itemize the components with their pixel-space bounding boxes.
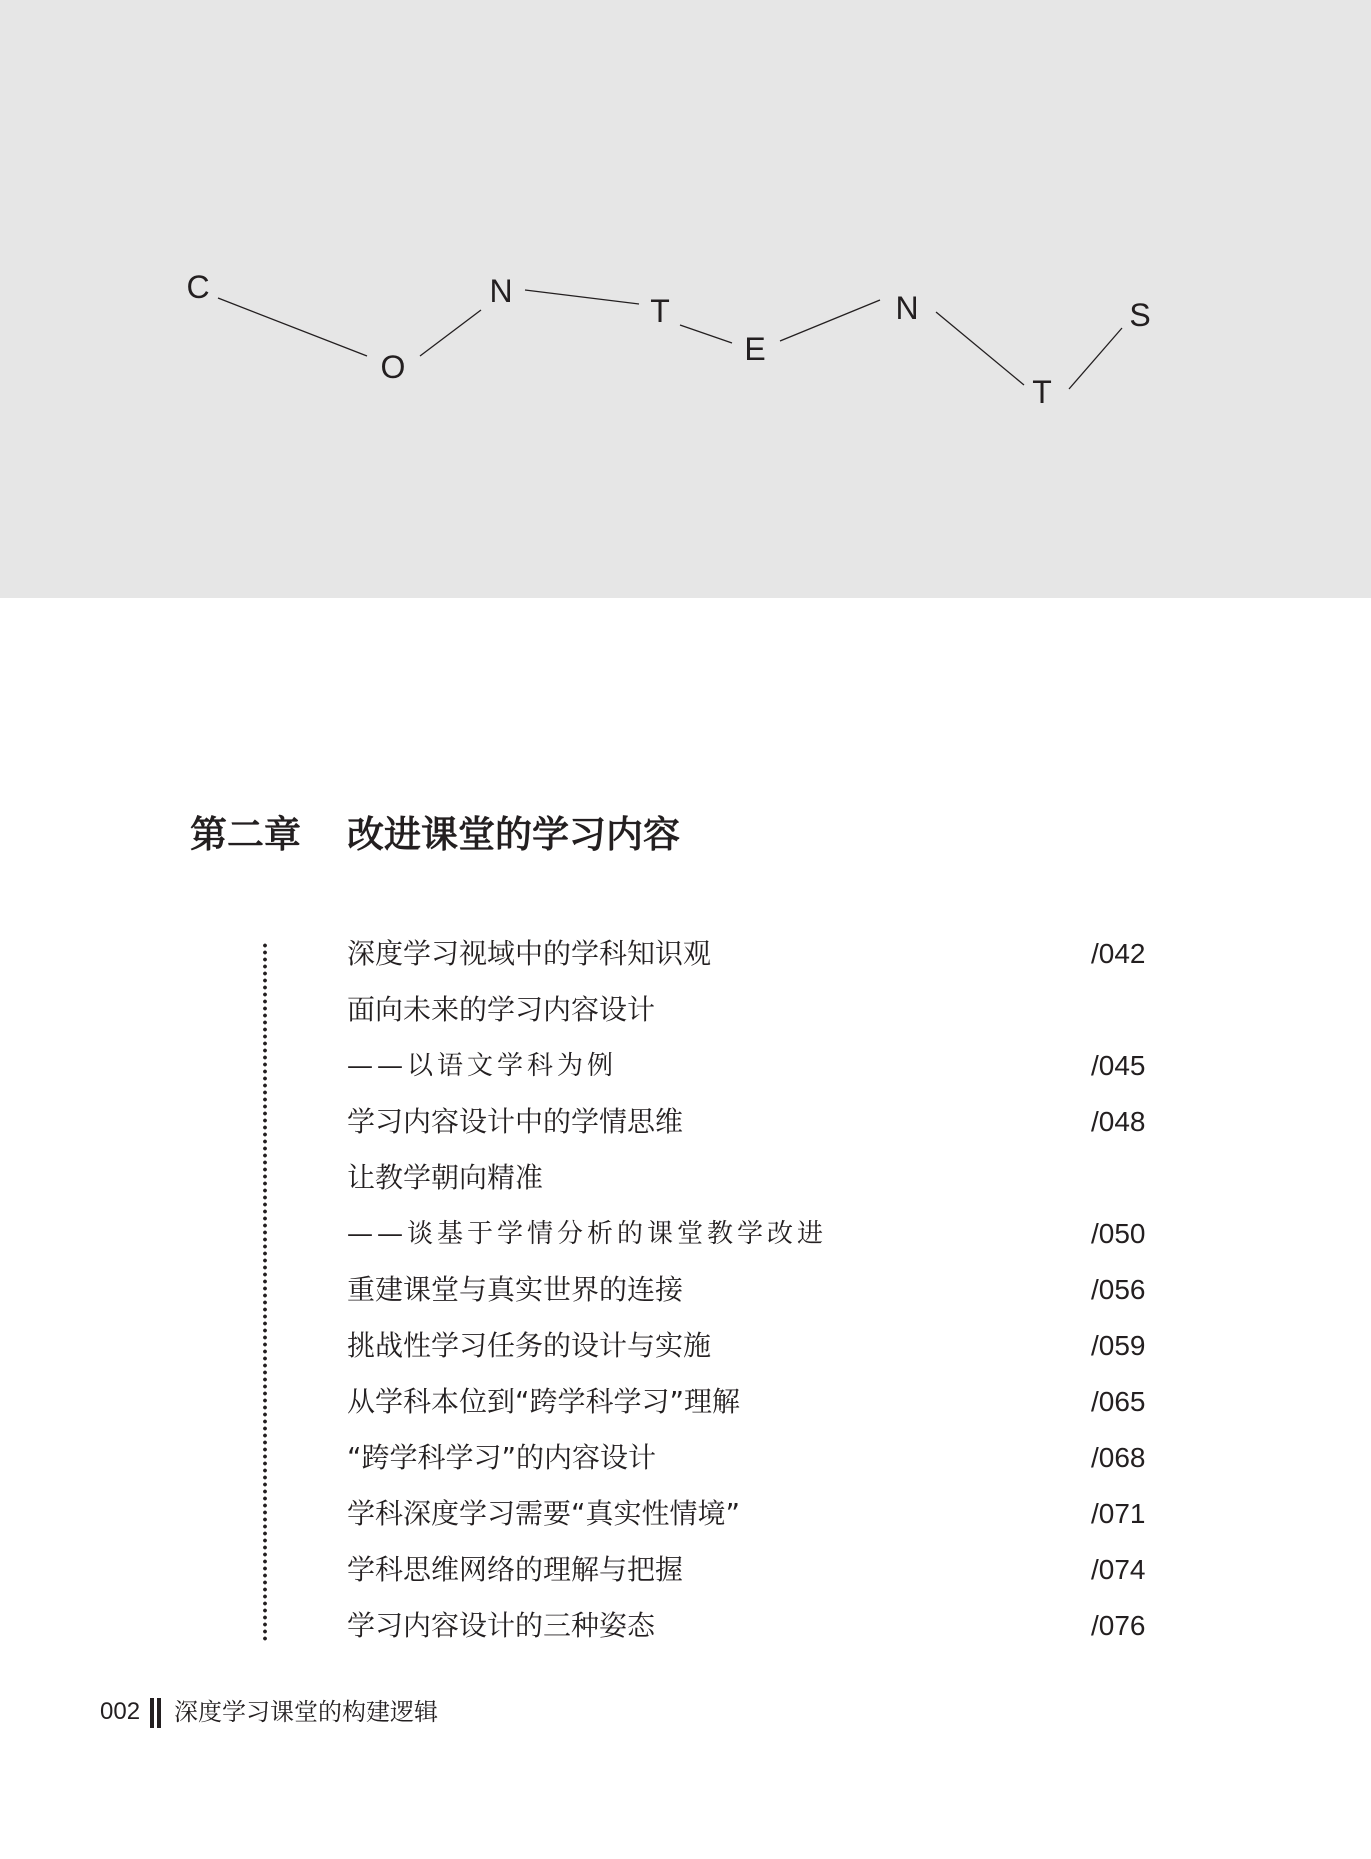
toc-entry-page: /050 <box>1091 1218 1146 1249</box>
footer-divider <box>150 1698 162 1728</box>
toc-entry-page: /042 <box>1091 938 1146 969</box>
toc-entry-page: /068 <box>1091 1442 1146 1473</box>
toc-entry-title: 挑战性学习任务的设计与实施 <box>347 1329 712 1362</box>
toc-entry[interactable] <box>0 1318 1371 1374</box>
footer-page-number: 002 <box>100 1698 141 1725</box>
contents-letter: T <box>1032 374 1052 410</box>
zigzag-line <box>525 290 639 304</box>
toc-entry-page: /074 <box>1091 1554 1146 1585</box>
toc-entry-page: /059 <box>1091 1330 1146 1361</box>
toc-entry-title: 从学科本位到“跨学科学习”理解 <box>347 1385 741 1418</box>
toc-entry-page: /065 <box>1091 1386 1146 1417</box>
contents-letter: N <box>895 290 919 326</box>
contents-letter: O <box>380 349 406 385</box>
page-footer <box>100 1692 438 1732</box>
contents-letter: N <box>489 273 513 309</box>
toc-entry-title: 深度学习视域中的学科知识观 <box>347 937 712 970</box>
toc-entry-title: 让教学朝向精准 <box>347 1161 544 1194</box>
toc-entry[interactable] <box>0 1374 1371 1430</box>
contents-letter: S <box>1129 297 1151 333</box>
zigzag-line <box>420 310 481 356</box>
chapter-title: 改进课堂的学习内容 <box>347 813 680 856</box>
toc-entry-title: 面向未来的学习内容设计 <box>347 993 656 1026</box>
contents-letter: E <box>744 331 766 367</box>
contents-letter: C <box>186 269 210 305</box>
zigzag-line <box>1069 328 1122 389</box>
toc-entry-subtitle[interactable] <box>0 1206 1371 1262</box>
toc-entry-title: ——以语文学科为例 <box>347 1051 618 1081</box>
zigzag-line <box>218 298 367 356</box>
toc-entry-subtitle[interactable] <box>0 1038 1371 1094</box>
contents-letter: T <box>650 293 670 329</box>
toc-entry-title: 学科深度学习需要“真实性情境” <box>347 1497 741 1530</box>
toc-entry[interactable] <box>0 982 1371 1038</box>
toc-entry[interactable] <box>0 1094 1371 1150</box>
contents-banner <box>0 0 1371 598</box>
toc-entry-title: ——谈基于学情分析的课堂教学改进 <box>347 1219 828 1249</box>
toc-entry[interactable] <box>0 1486 1371 1542</box>
toc-entry-page: /056 <box>1091 1274 1146 1305</box>
toc-entry[interactable] <box>0 1262 1371 1318</box>
toc-entry[interactable] <box>0 926 1371 982</box>
toc-entry-title: 学习内容设计中的学情思维 <box>347 1105 684 1138</box>
zigzag-line <box>780 300 880 341</box>
toc-entry-title: 学习内容设计的三种姿态 <box>347 1609 656 1642</box>
toc-entry-page: /071 <box>1091 1498 1146 1529</box>
zigzag-line <box>680 325 732 343</box>
toc-entry[interactable] <box>0 1150 1371 1206</box>
zigzag-line <box>936 312 1024 385</box>
toc-entry-page: /048 <box>1091 1106 1146 1137</box>
toc-entry[interactable] <box>0 1542 1371 1598</box>
toc-entry[interactable] <box>0 1598 1371 1654</box>
toc-entry-page: /045 <box>1091 1050 1146 1081</box>
toc-entry-page: /076 <box>1091 1610 1146 1641</box>
chapter-heading <box>190 805 680 865</box>
contents-zigzag <box>0 0 1371 598</box>
toc-entry-title: 重建课堂与真实世界的连接 <box>347 1273 684 1306</box>
footer-book-title: 深度学习课堂的构建逻辑 <box>174 1698 439 1726</box>
toc-entry-title: “跨学科学习”的内容设计 <box>347 1441 657 1474</box>
toc-entry[interactable] <box>0 1430 1371 1486</box>
toc-entry-title: 学科思维网络的理解与把握 <box>347 1553 684 1586</box>
chapter-number: 第二章 <box>190 813 301 856</box>
